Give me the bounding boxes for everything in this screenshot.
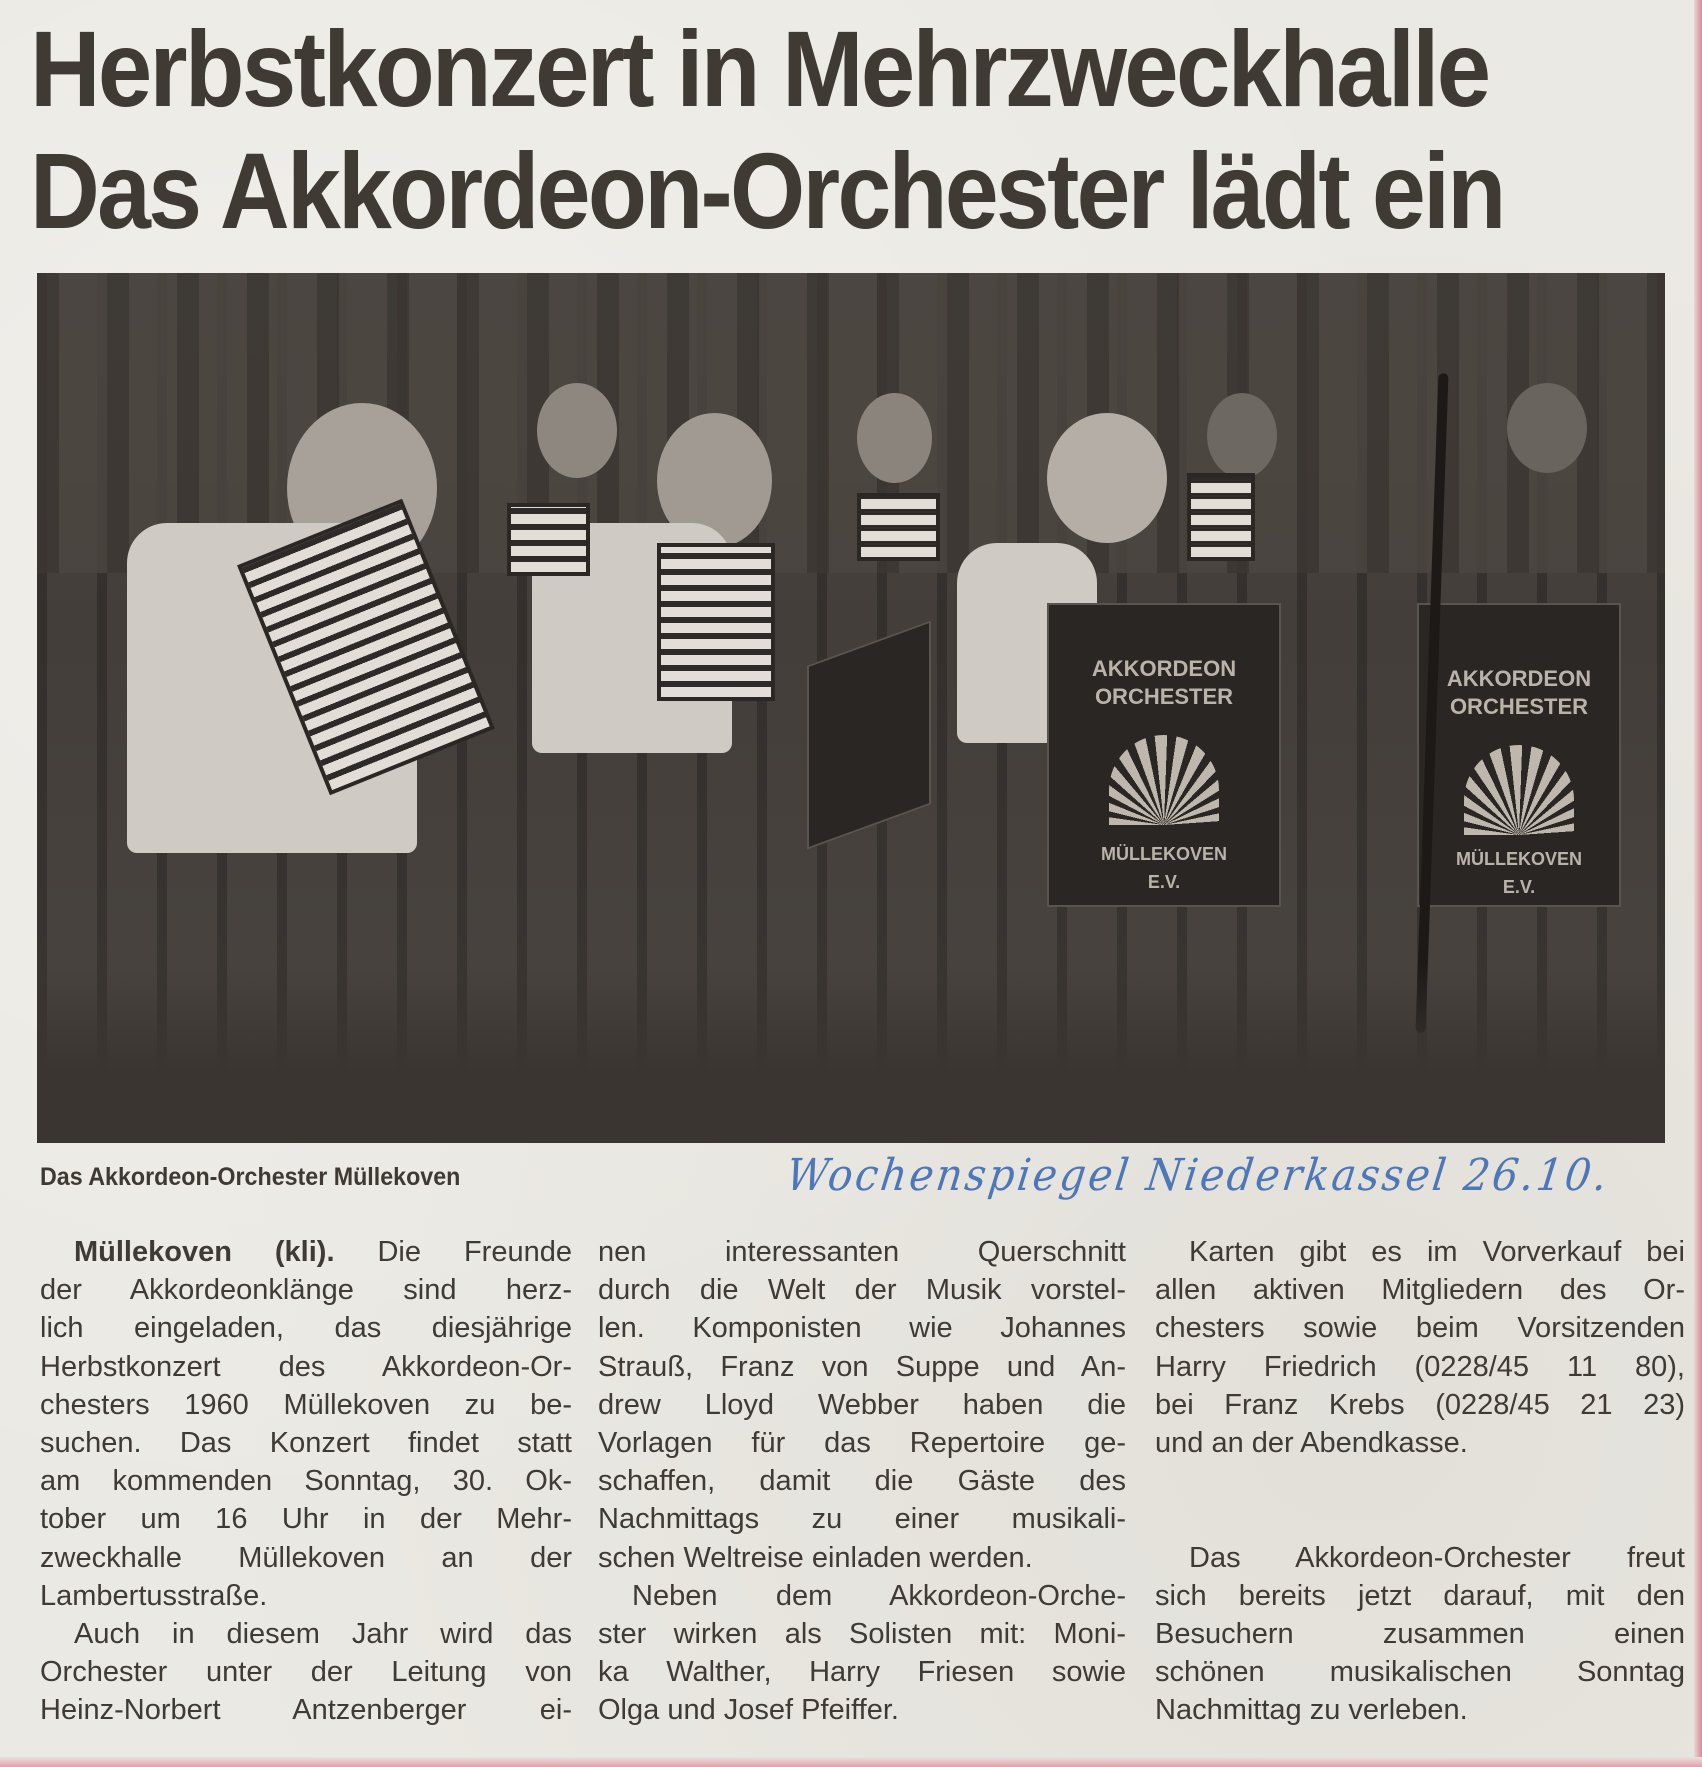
music-stand [1417, 603, 1621, 907]
photo-caption: Das Akkordeon-Orchester Müllekoven [40, 1163, 461, 1191]
article-line-text: Neben dem Akkordeon-Orche- [632, 1579, 1126, 1612]
article-line-text: len. Komponisten wie Johannes [598, 1312, 1126, 1345]
musician-head [1207, 393, 1277, 478]
article-line-text: durch die Welt der Musik vorstel- [598, 1274, 1126, 1307]
article-line-text: lich eingeladen, das diesjährige [40, 1312, 572, 1345]
article-line-text: ka Walther, Harry Friesen sowie [598, 1656, 1126, 1689]
article-line [40, 1500, 572, 1538]
musician-head [857, 393, 932, 483]
article-line-text: nen interessanten Querschnitt [598, 1236, 1126, 1268]
headline-line-2: Das Akkordeon-Orchester lädt ein [30, 130, 1504, 251]
accordion [657, 543, 775, 701]
paragraph-spacer [1155, 1462, 1685, 1500]
clipping-edge-right [1694, 0, 1702, 1767]
accordion [857, 493, 940, 561]
article-line [1155, 1233, 1685, 1271]
article-line [40, 1577, 572, 1615]
article-line [40, 1615, 572, 1653]
article-line [40, 1271, 572, 1309]
article-line [1155, 1386, 1685, 1424]
article-line-text: am kommenden Sonntag, 30. Ok- [40, 1465, 572, 1498]
article-line-text: Orchester unter der Leitung von [40, 1656, 572, 1689]
paragraph-spacer [1155, 1500, 1685, 1538]
shell-logo [1109, 735, 1219, 825]
musician-head [1507, 383, 1587, 473]
article-line-text: sich bereits jetzt darauf, mit den [1155, 1579, 1685, 1612]
article-line [1155, 1653, 1685, 1691]
article-line-text: der Akkordeonklänge sind herz- [40, 1274, 572, 1307]
article-line [40, 1309, 572, 1347]
shell-logo [1464, 745, 1574, 835]
article-line-text: Nachmittags zu einer musikali- [598, 1503, 1126, 1536]
article-line-text: Vorlagen für das Repertoire ge- [598, 1426, 1126, 1459]
article-line [598, 1309, 1126, 1347]
article-line [40, 1348, 572, 1386]
article-line-text: schaffen, damit die Gäste des [598, 1465, 1126, 1498]
article-line-text: Lambertusstraße. [40, 1579, 268, 1612]
article-line [1155, 1691, 1685, 1729]
article-line-text: schen Weltreise einladen werden. [598, 1541, 1033, 1574]
music-stand [1047, 603, 1281, 907]
article-line [40, 1424, 572, 1462]
orchestra-photo [37, 273, 1665, 1143]
stand-label: AKKORDEON ORCHESTER [1446, 666, 1592, 719]
article-line-text: zweckhalle Müllekoven an der [40, 1541, 572, 1574]
article-line [1155, 1424, 1685, 1462]
article-line-text: Das Akkordeon-Orchester freut [1189, 1541, 1685, 1574]
article-line-text: Auch in diesem Jahr wird das [74, 1617, 572, 1650]
article-line-text: bei Franz Krebs (0228/45 21 23) [1155, 1388, 1685, 1421]
article-line-text: Besuchern zusammen einen [1155, 1617, 1685, 1650]
article-line-text: Strauß, Franz von Suppe und An- [598, 1350, 1126, 1383]
article-line-text: Die Freunde [334, 1236, 572, 1268]
article-line-text: allen aktiven Mitgliedern des Or- [1155, 1274, 1685, 1307]
music-stand [807, 620, 931, 849]
article-line [1155, 1615, 1685, 1653]
article-line [598, 1691, 1126, 1729]
article-line [598, 1462, 1126, 1500]
headline-line-1: Herbstkonzert in Mehrzweckhalle [30, 8, 1489, 129]
article-line [40, 1233, 572, 1271]
musician-head [1047, 413, 1167, 543]
accordion [1187, 473, 1255, 561]
article-column-2 [598, 1233, 1126, 1729]
article-line [1155, 1271, 1685, 1309]
article-line-text: chesters sowie beim Vorsitzenden [1155, 1312, 1685, 1345]
article-line [1155, 1348, 1685, 1386]
article-line-text: Heinz-Norbert Antzenberger ei- [40, 1694, 572, 1727]
article-line [1155, 1309, 1685, 1347]
stand-label: MÜLLEKOVEN E.V. [1101, 844, 1227, 892]
article-line [598, 1424, 1126, 1462]
article-line [1155, 1577, 1685, 1615]
article-line [40, 1691, 572, 1729]
article-line [598, 1539, 1126, 1577]
article-line [598, 1500, 1126, 1538]
article-column-1 [40, 1233, 572, 1729]
article-dateline: Müllekoven (kli). [74, 1236, 335, 1268]
handwritten-source-note: Wochenspiegel Niederkassel 26.10. [783, 1150, 1613, 1201]
article-line [598, 1653, 1126, 1691]
article-line-text: chesters 1960 Müllekoven zu be- [40, 1388, 572, 1421]
article-line [598, 1271, 1126, 1309]
article-line [598, 1615, 1126, 1653]
article-line-text: ster wirken als Solisten mit: Moni- [598, 1617, 1126, 1650]
article-line [1155, 1539, 1685, 1577]
article-line-text: drew Lloyd Webber haben die [598, 1388, 1126, 1421]
article-line [598, 1233, 1126, 1271]
article-line-text: schönen musikalischen Sonntag [1155, 1656, 1685, 1689]
article-line-text: Herbstkonzert des Akkordeon-Or- [40, 1350, 572, 1383]
clipping-edge-bottom [0, 1757, 1702, 1767]
article-line [598, 1386, 1126, 1424]
article-line [40, 1653, 572, 1691]
photo-floor [37, 963, 1665, 1143]
article-line [40, 1386, 572, 1424]
article-line-text: und an der Abendkasse. [1155, 1426, 1468, 1459]
article-line-text: Nachmittag zu verleben. [1155, 1694, 1468, 1727]
article-line-text: Harry Friedrich (0228/45 11 80), [1155, 1350, 1685, 1383]
article-line [40, 1539, 572, 1577]
article-line-text: Karten gibt es im Vorverkauf bei [1189, 1236, 1685, 1268]
article-line-text: tober um 16 Uhr in der Mehr- [40, 1503, 572, 1536]
stand-label: AKKORDEON ORCHESTER [1091, 656, 1237, 709]
article-line-text: Olga und Josef Pfeiffer. [598, 1694, 899, 1727]
article-column-3 [1155, 1233, 1685, 1729]
article-line-text: suchen. Das Konzert findet statt [40, 1426, 572, 1459]
stand-label: MÜLLEKOVEN E.V. [1456, 849, 1582, 897]
article-line [40, 1462, 572, 1500]
musician-head [537, 383, 617, 478]
accordion [507, 503, 590, 576]
article-line [598, 1577, 1126, 1615]
article-line [598, 1348, 1126, 1386]
